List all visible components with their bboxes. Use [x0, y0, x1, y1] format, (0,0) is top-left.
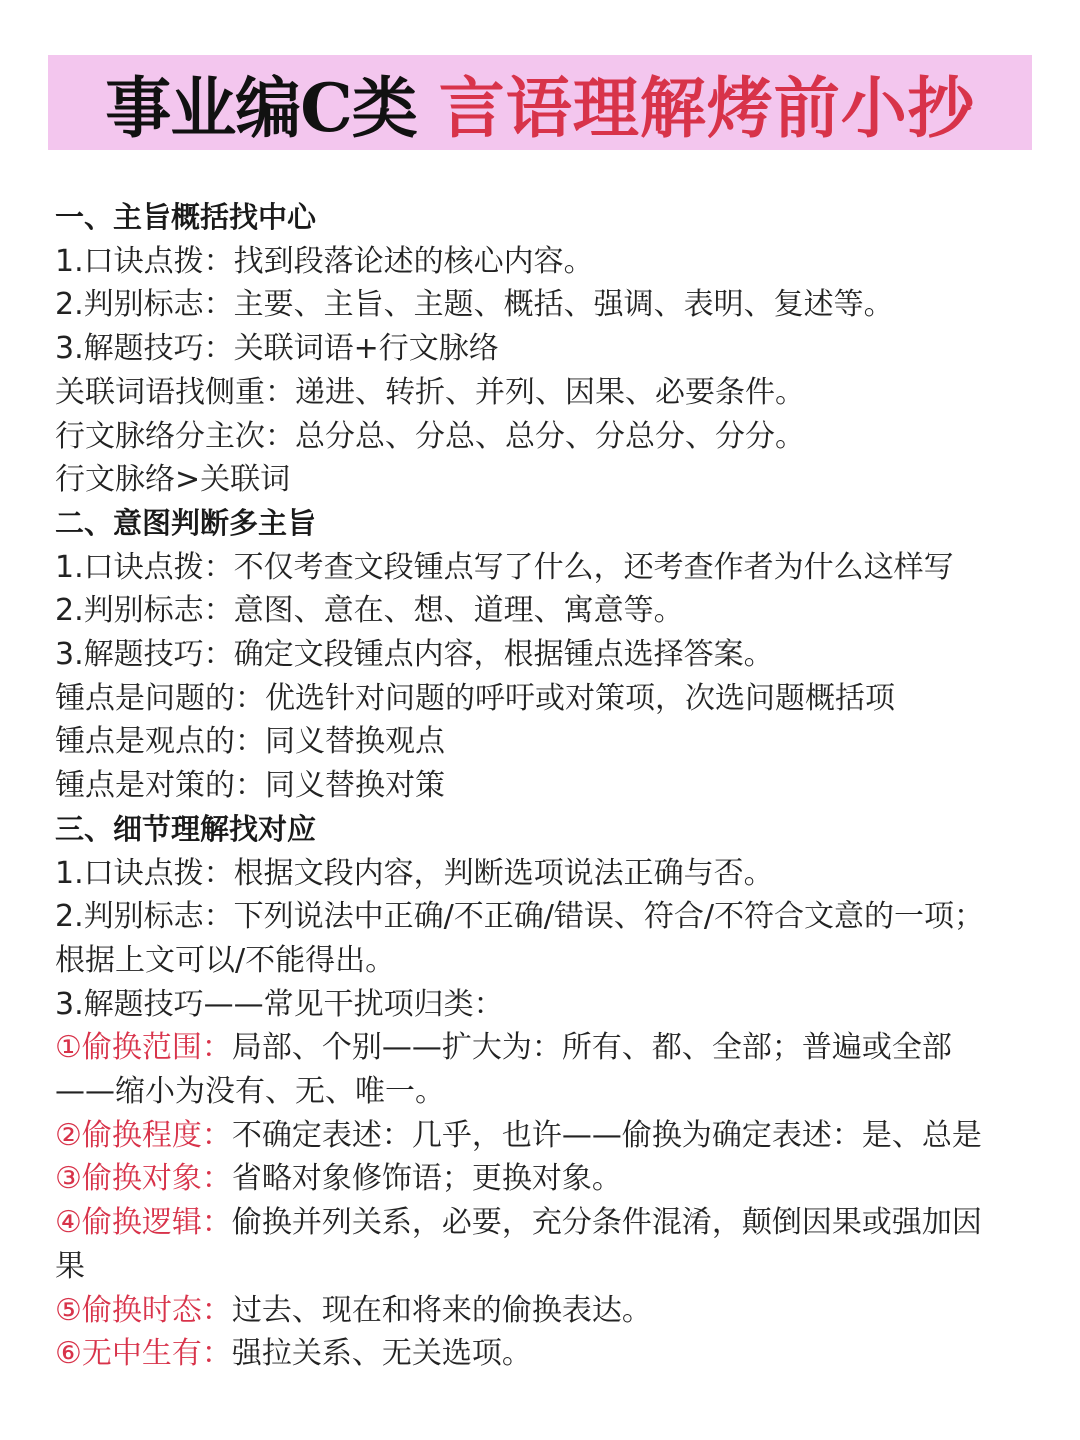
section-1-line-2: 2.判别标志：主要、主旨、主题、概括、强调、表明、复述等。 — [55, 287, 894, 323]
title-banner — [48, 55, 1032, 150]
section-1-heading: 一、主旨概括找中心 — [55, 200, 317, 234]
distractor-item-4 — [55, 1201, 1045, 1245]
distractor-tag: ⑤偷换时态： — [55, 1292, 232, 1328]
section-2-heading: 二、意图判断多主旨 — [55, 505, 317, 540]
distractor-text: 强拉关系、无关选项。 — [231, 1336, 532, 1372]
distractor-item-6 — [55, 1332, 1045, 1376]
section-2-line-5: 锺点是观点的：同义替换观点 — [55, 724, 445, 760]
section-3-heading: 三、细节理解找对应 — [55, 811, 317, 846]
distractor-tag: ④偷换逻辑： — [55, 1205, 232, 1241]
section-1-line-5: 行文脉络分主次：总分总、分总、总分、分总分、分分。 — [55, 418, 805, 454]
section-3-line-2: 2.判别标志：下列说法中正确/不正确/错误、符合/不符合文意的一项； — [55, 899, 984, 935]
distractor-tag: ①偷换范围： — [55, 1030, 232, 1066]
section-1-line-6: 行文脉络>关联词 — [55, 462, 291, 498]
distractor-text: 省略对象修饰语；更换对象。 — [231, 1161, 622, 1197]
distractor-item-2 — [55, 1114, 1045, 1158]
section-2-line-4: 锺点是问题的：优选针对问题的呼吁或对策项，次选问题概括项 — [55, 680, 895, 716]
distractor-item-1 — [55, 1026, 1045, 1070]
title-part-1: 事业编C类 — [105, 69, 417, 147]
section-3-line-3: 3.解题技巧——常见干扰项归类： — [55, 986, 504, 1022]
distractor-tag: ②偷换程度： — [55, 1117, 232, 1153]
distractor-item-1-cont: ——缩小为没有、无、唯一。 — [55, 1074, 445, 1110]
notes-body — [55, 196, 1045, 1376]
title-part-2: 言语理解烤前小抄 — [438, 69, 975, 147]
section-1-line-4: 关联词语找侧重：递进、转折、并列、因果、必要条件。 — [55, 374, 805, 410]
distractor-text: 局部、个别——扩大为：所有、都、全部；普遍或全部 — [231, 1030, 952, 1066]
section-2-line-6: 锺点是对策的：同义替换对策 — [55, 768, 445, 804]
section-3-line-1: 1.口诀点拨：根据文段内容，判断选项说法正确与否。 — [55, 855, 774, 891]
distractor-text: 偷换并列关系，必要，充分条件混淆，颠倒因果或强加因 — [231, 1205, 982, 1241]
section-2-line-1: 1.口诀点拨：不仅考查文段锺点写了什么，还考查作者为什么这样写 — [55, 549, 954, 585]
distractor-text: 过去、现在和将来的偷换表达。 — [231, 1292, 652, 1328]
distractor-tag: ③偷换对象： — [55, 1161, 232, 1197]
distractor-item-3 — [55, 1157, 1045, 1201]
distractor-text: 不确定表述：几乎，也许——偷换为确定表述：是、总是 — [231, 1117, 982, 1153]
section-1-line-3: 3.解题技巧：关联词语+行文脉络 — [55, 331, 499, 367]
section-2-line-2: 2.判别标志：意图、意在、想、道理、寓意等。 — [55, 593, 684, 629]
distractor-tag: ⑥无中生有： — [55, 1336, 232, 1372]
section-3-line-2-cont: 根据上文可以/不能得出。 — [55, 942, 396, 978]
distractor-item-4-cont: 果 — [55, 1248, 85, 1284]
section-1-line-1: 1.口诀点拨：找到段落论述的核心内容。 — [55, 243, 594, 279]
distractor-item-5 — [55, 1289, 1045, 1333]
section-2-line-3: 3.解题技巧：确定文段锺点内容，根据锺点选择答案。 — [55, 637, 774, 673]
